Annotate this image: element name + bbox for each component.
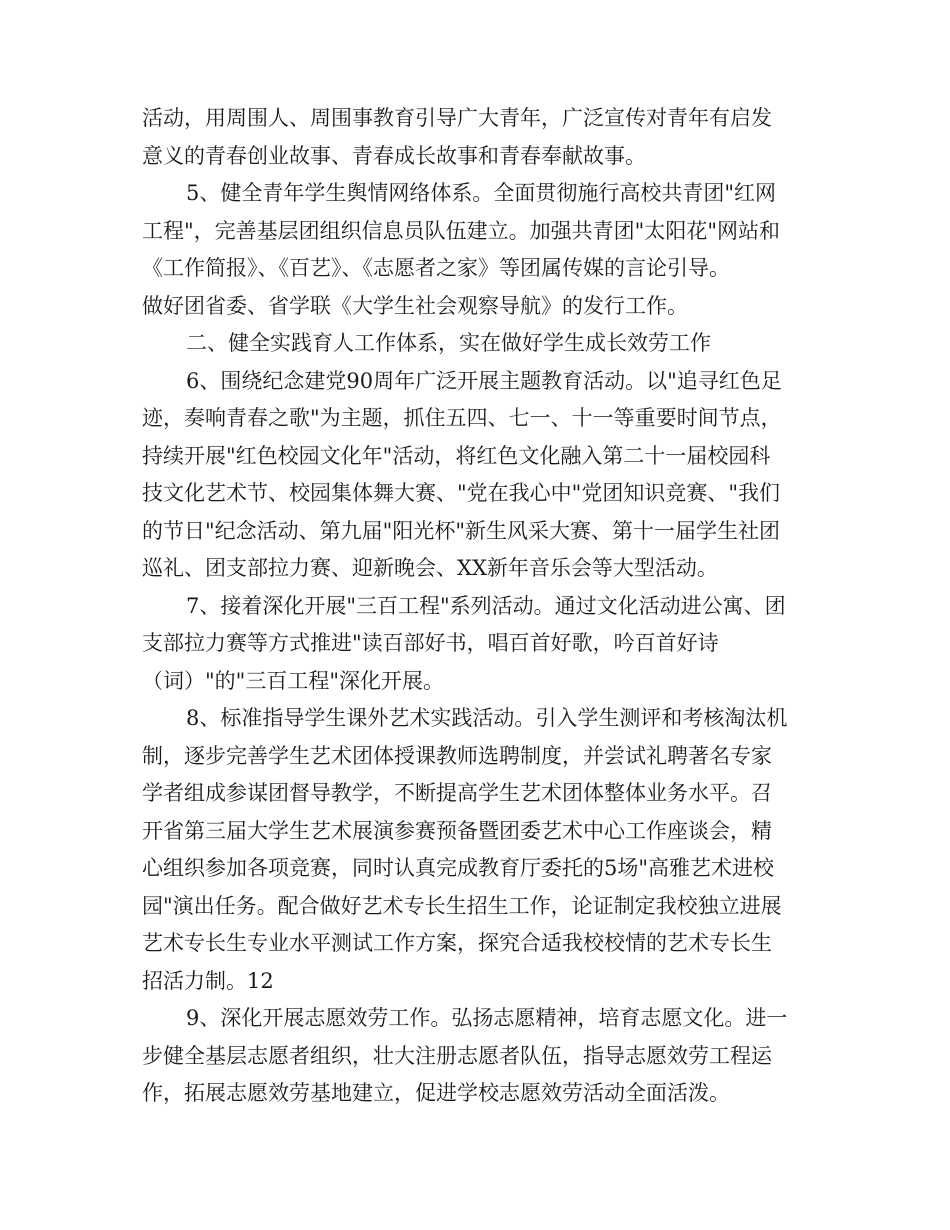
text-line: 作，拓展志愿效劳基地建立，促进学校志愿效劳活动全面活泼。 bbox=[142, 1081, 730, 1105]
text-line: 8、标准指导学生课外艺术实践活动。引入学生测评和考核淘汰机 bbox=[186, 706, 788, 730]
text-line: 工程"，完善基层团组织信息员队伍建立。加强共青团"太阳花"网站和 bbox=[142, 218, 780, 243]
paragraph-item-5 bbox=[142, 175, 812, 325]
text-line: 7、接着深化开展"三百工程"系列活动。通过文化活动进公寓、团 bbox=[186, 593, 786, 618]
text-line: 心组织参加各项竞赛，同时认真完成教育厅委托的5场"高雅艺术进校 bbox=[142, 856, 775, 880]
text-line: 活动，用周围人、周围事教育引导广大青年，广泛宣传对青年有启发 bbox=[142, 106, 772, 130]
text-line: 技文化艺术节、校园集体舞大赛、"党在我心中"党团知识竞赛、"我们 bbox=[142, 481, 780, 505]
text-line: 学者组成参谋团督导教学，不断提高学生艺术团体整体业务水平。召 bbox=[142, 781, 772, 805]
text-line: （词）"的"三百工程"深化开展。 bbox=[142, 668, 444, 693]
paragraph-continuation bbox=[142, 100, 812, 175]
text-line: 二、健全实践育人工作体系，实在做好学生成长效劳工作 bbox=[186, 331, 711, 355]
text-line: 迹，奏响青春之歌"为主题，抓住五四、七一、十一等重要时间节点， bbox=[142, 406, 782, 430]
text-line: 开省第三届大学生艺术展演参赛预备暨团委艺术中心工作座谈会，精 bbox=[142, 818, 772, 843]
text-line: 制，逐步完善学生艺术团体授课教师选聘制度，并尝试礼聘著名专家 bbox=[142, 743, 772, 768]
text-line: 艺术专长生专业水平测试工作方案，探究合适我校校情的艺术专长生 bbox=[142, 931, 772, 955]
text-line: 持续开展"红色校园文化年"活动，将红色文化融入第二十一届校园科 bbox=[142, 443, 771, 468]
text-line: 9、深化开展志愿效劳工作。弘扬志愿精神，培育志愿文化。进一 bbox=[186, 1006, 788, 1030]
text-line: 的节日"纪念活动、第九届"阳光杯"新生风采大赛、第十一届学生社团 bbox=[142, 518, 780, 543]
text-line: 意义的青春创业故事、青春成长故事和青春奉献故事。 bbox=[142, 143, 646, 168]
text-line: 5、健全青年学生舆情网络体系。全面贯彻施行高校共青团"红网 bbox=[186, 181, 777, 205]
paragraph-item-6 bbox=[142, 363, 812, 588]
text-line: 园"演出任务。配合做好艺术专长生招生工作，论证制定我校独立进展 bbox=[142, 893, 782, 918]
text-line: 步健全基层志愿者组织，壮大注册志愿者队伍，指导志愿效劳工程运 bbox=[142, 1043, 772, 1068]
text-line: 支部拉力赛等方式推进"读百部好书，唱百首好歌，吟百首好诗 bbox=[142, 631, 719, 655]
document-body bbox=[142, 100, 812, 1113]
text-line: 巡礼、团支部拉力赛、迎新晚会、XX新年音乐会等大型活动。 bbox=[142, 556, 718, 580]
paragraph-item-8 bbox=[142, 700, 812, 1000]
text-line: 《工作简报》、《百艺》、《志愿者之家》等团属传媒的言论引导。 bbox=[142, 256, 730, 280]
text-line: 招活力制。12 bbox=[142, 968, 274, 993]
text-line: 做好团省委、省学联《大学生社会观察导航》的发行工作。 bbox=[142, 293, 688, 318]
section-heading bbox=[142, 325, 812, 363]
paragraph-item-9 bbox=[142, 1000, 812, 1113]
text-line: 6、围绕纪念建党90周年广泛开展主题教育活动。以"追寻红色足 bbox=[186, 368, 782, 393]
paragraph-item-7 bbox=[142, 588, 812, 701]
